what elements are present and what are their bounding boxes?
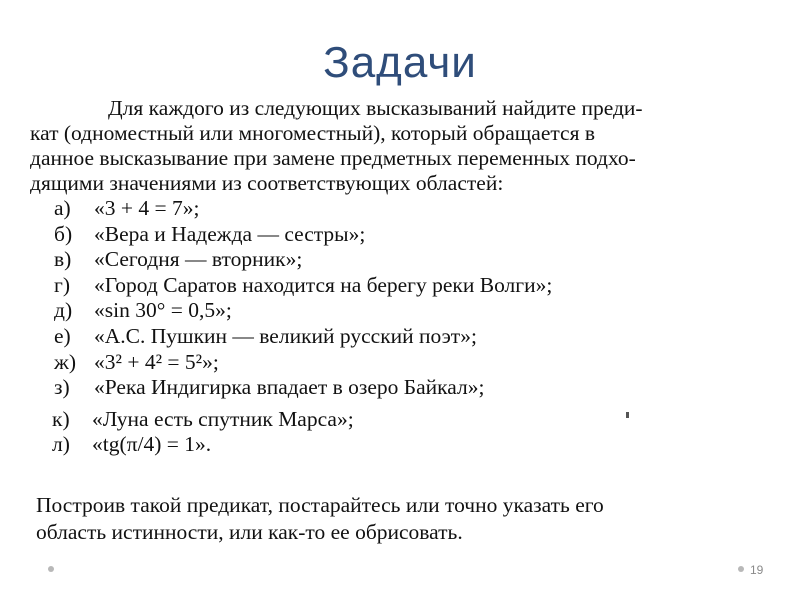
item-marker: ж) bbox=[54, 349, 77, 374]
list-item bbox=[30, 350, 775, 376]
list-item bbox=[30, 432, 775, 458]
list-item bbox=[30, 273, 775, 299]
item-text: «Вера и Надежда — сестры»; bbox=[94, 221, 366, 246]
item-marker: к) bbox=[52, 406, 70, 431]
intro-line: дящими значениями из соответствующих областей: bbox=[30, 171, 504, 195]
footer-dot-right bbox=[738, 566, 744, 572]
item-marker: г) bbox=[54, 272, 70, 297]
item-text: «А.С. Пушкин — великий русский поэт»; bbox=[94, 323, 477, 348]
item-marker: л) bbox=[52, 432, 70, 457]
item-text: «Город Саратов находится на берегу реки Волги»; bbox=[94, 272, 553, 297]
item-text: «Луна есть спутник Марса»; bbox=[92, 406, 354, 431]
item-marker: е) bbox=[54, 323, 71, 348]
intro-line: данное высказывание при замене предметных переменных подхо- bbox=[30, 146, 636, 170]
item-marker: а) bbox=[54, 196, 71, 220]
item-marker: б) bbox=[54, 221, 73, 246]
item-marker: в) bbox=[54, 247, 72, 272]
statement-list bbox=[30, 196, 775, 458]
list-item bbox=[30, 375, 775, 401]
item-marker: д) bbox=[54, 298, 73, 323]
list-item bbox=[30, 298, 775, 324]
item-text: «Сегодня — вторник»; bbox=[94, 247, 303, 272]
list-item bbox=[30, 196, 775, 222]
slide-title: Задачи bbox=[323, 38, 477, 87]
item-text: «tg(π/4) = 1». bbox=[92, 432, 212, 457]
task-closing bbox=[36, 492, 786, 546]
item-marker: з) bbox=[54, 375, 70, 400]
item-text: «sin 30° = 0,5»; bbox=[94, 298, 232, 323]
item-text: «3² + 4² = 5²»; bbox=[94, 349, 219, 374]
item-text: «Река Индигирка впадает в озеро Байкал»; bbox=[94, 375, 485, 400]
page-number: 19 bbox=[750, 563, 764, 577]
item-text: «3 + 4 = 7»; bbox=[94, 196, 200, 220]
list-item bbox=[30, 324, 775, 350]
task-scan bbox=[30, 96, 775, 458]
closing-line: область истинности, или как-то ее обрисовать. bbox=[36, 520, 463, 544]
task-intro bbox=[30, 96, 775, 196]
list-item bbox=[30, 407, 775, 433]
scan-artifact bbox=[626, 412, 629, 418]
footer-dot-left bbox=[48, 566, 54, 572]
list-item bbox=[30, 247, 775, 273]
intro-line: кат (одноместный или многоместный), который обращается в bbox=[30, 121, 595, 145]
closing-line: Построив такой предикат, постарайтесь или точно указать его bbox=[36, 493, 604, 517]
intro-line: Для каждого из следующих высказываний найдите преди- bbox=[108, 96, 643, 120]
list-item bbox=[30, 222, 775, 248]
